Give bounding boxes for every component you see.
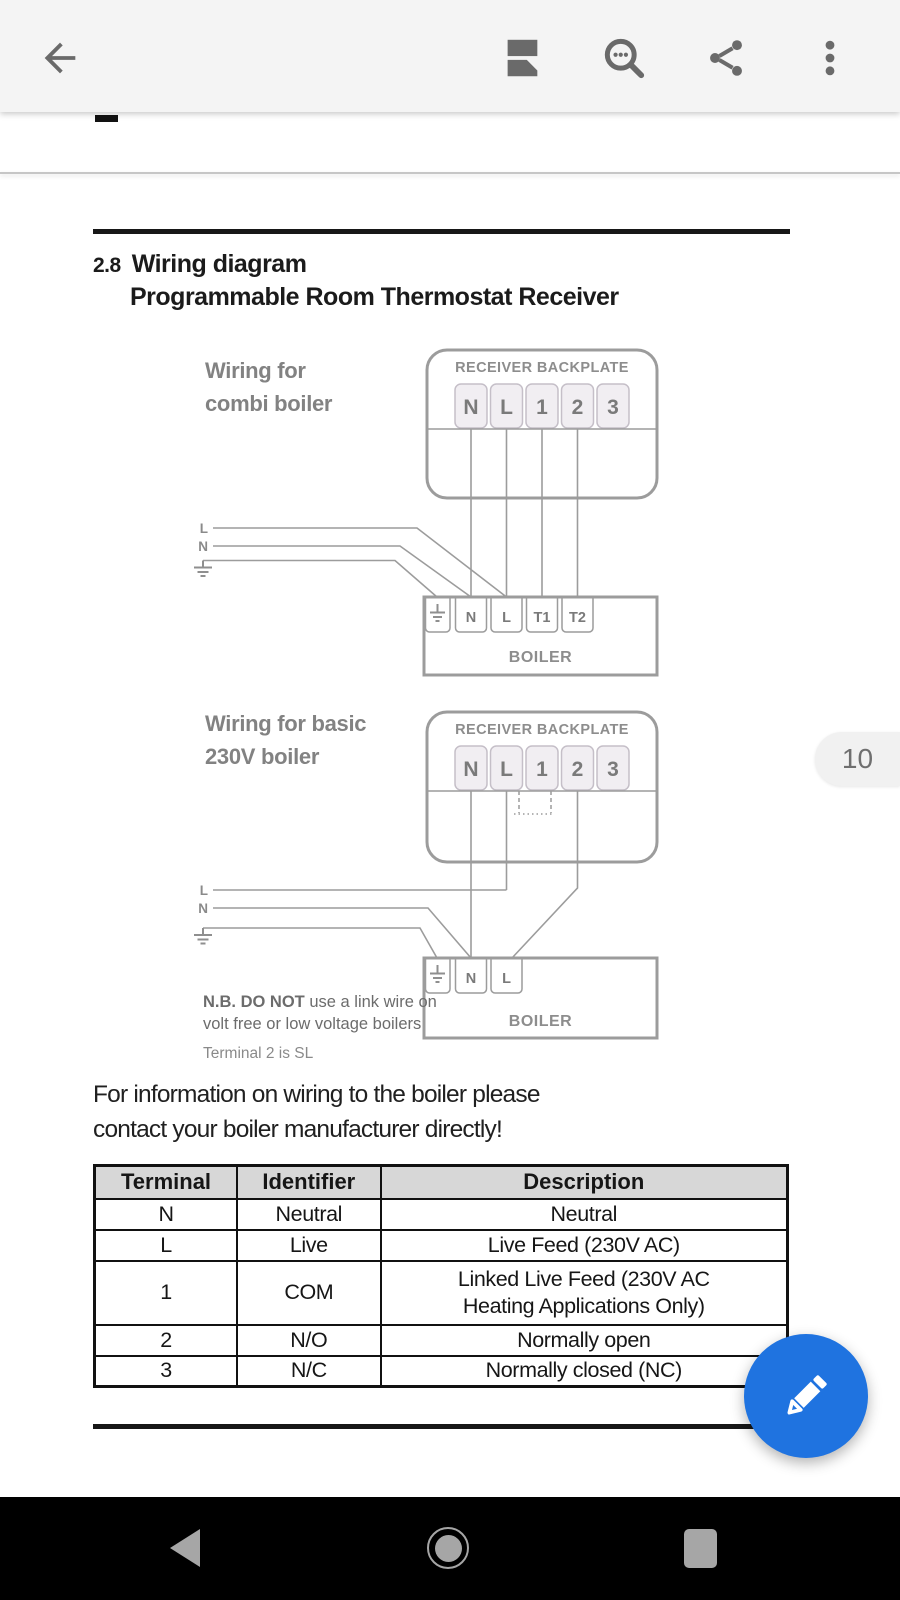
boiler-info-paragraph: For information on wiring to the boiler please contact your boiler manufacturer directly!	[93, 1081, 540, 1143]
svg-text:L: L	[500, 396, 513, 419]
table-row: N Neutral Neutral	[95, 1199, 788, 1230]
section-top-rule	[93, 229, 790, 234]
svg-text:RECEIVER BACKPLATE: RECEIVER BACKPLATE	[455, 360, 629, 376]
nav-home-button[interactable]	[420, 1520, 476, 1576]
svg-text:2: 2	[571, 758, 584, 781]
mains-supply-wires	[194, 883, 507, 958]
page-separator	[0, 172, 900, 174]
back-button[interactable]	[32, 30, 88, 86]
svg-text:volt free or low voltage boile: volt free or low voltage boilers	[203, 1015, 422, 1033]
recents-square-icon	[684, 1529, 717, 1568]
svg-text:L: L	[199, 521, 208, 536]
earth-ground-symbol	[194, 928, 212, 944]
section-bottom-rule	[93, 1424, 790, 1429]
home-circle-icon	[427, 1527, 469, 1569]
diagram-caption: Wiring for	[205, 358, 306, 383]
table-header-row	[95, 1166, 788, 1199]
wiring-diagram-basic-230v	[93, 695, 693, 1067]
app-bar	[0, 0, 900, 112]
document-pages-icon	[499, 35, 545, 81]
svg-text:L: L	[199, 883, 208, 898]
receiver-backplate	[427, 712, 657, 862]
overflow-menu-button[interactable]	[802, 30, 858, 86]
table-row: 2 N/O Normally open	[95, 1325, 788, 1356]
svg-text:230V boiler: 230V boiler	[205, 744, 320, 769]
svg-text:N: N	[198, 539, 208, 554]
link-wire-note	[203, 993, 437, 1062]
nav-recents-button[interactable]	[672, 1520, 728, 1576]
boiler-box	[424, 597, 657, 675]
android-nav-bar	[0, 1497, 900, 1600]
svg-text:BOILER: BOILER	[508, 649, 573, 666]
svg-text:N: N	[463, 758, 479, 781]
table-row: L Live Live Feed (230V AC)	[95, 1230, 788, 1261]
svg-text:N: N	[198, 901, 208, 916]
nav-back-button[interactable]	[157, 1520, 213, 1576]
table-row: 1 COM Linked Live Feed (230V AC Heating Applications Only)	[95, 1261, 788, 1325]
svg-text:3: 3	[607, 396, 619, 419]
mains-supply-wires	[194, 521, 507, 597]
boiler-box	[424, 958, 657, 1038]
svg-text:N.B. DO NOT use a link wire on: N.B. DO NOT use a link wire on	[203, 993, 437, 1011]
search-button[interactable]	[596, 30, 652, 86]
svg-text:1: 1	[536, 396, 548, 419]
svg-text:N: N	[465, 610, 477, 626]
share-button[interactable]	[698, 30, 754, 86]
col-terminal: Terminal	[95, 1166, 238, 1199]
svg-text:combi boiler: combi boiler	[205, 391, 333, 416]
svg-text:L: L	[502, 971, 511, 987]
terminal2-note: Terminal 2 is SL	[203, 1045, 314, 1062]
wiring-diagram-combi	[93, 340, 693, 685]
col-description: Description	[381, 1166, 788, 1199]
table-row: 3 N/C Normally closed (NC)	[95, 1356, 788, 1387]
section-subtitle: Programmable Room Thermostat Receiver	[130, 283, 619, 311]
svg-text:2: 2	[571, 396, 584, 419]
back-triangle-icon	[170, 1529, 200, 1567]
svg-text:BOILER: BOILER	[508, 1013, 573, 1030]
arrow-left-icon	[37, 35, 83, 81]
share-icon	[704, 36, 748, 80]
section-number: 2.8	[93, 254, 121, 277]
page-thumbnails-button[interactable]	[494, 30, 550, 86]
section-title: Wiring diagram	[131, 250, 307, 278]
overflow-menu-icon	[808, 36, 852, 80]
page-number: 10	[841, 743, 874, 774]
section-heading	[93, 250, 619, 312]
col-identifier: Identifier	[237, 1166, 381, 1199]
earth-ground-symbol	[194, 561, 212, 577]
previous-page-sliver	[0, 112, 900, 172]
svg-text:1: 1	[536, 758, 548, 781]
svg-text:T1: T1	[533, 610, 551, 626]
svg-text:N: N	[465, 971, 477, 987]
note-bold: N.B. DO NOT	[203, 993, 305, 1011]
svg-text:N: N	[463, 396, 479, 419]
svg-text:3: 3	[607, 758, 619, 781]
edit-fab-button[interactable]	[744, 1334, 868, 1458]
svg-text:T2: T2	[569, 610, 586, 626]
svg-text:RECEIVER BACKPLATE: RECEIVER BACKPLATE	[455, 722, 629, 738]
diagram-caption: Wiring for basic	[205, 711, 367, 736]
terminal-table	[93, 1164, 789, 1388]
svg-text:L: L	[502, 610, 511, 626]
previous-page-rule-fragment	[95, 115, 118, 122]
page-number-badge[interactable]	[815, 732, 900, 786]
search-in-doc-icon	[601, 35, 647, 81]
pencil-edit-icon	[776, 1366, 836, 1426]
svg-text:L: L	[500, 758, 513, 781]
